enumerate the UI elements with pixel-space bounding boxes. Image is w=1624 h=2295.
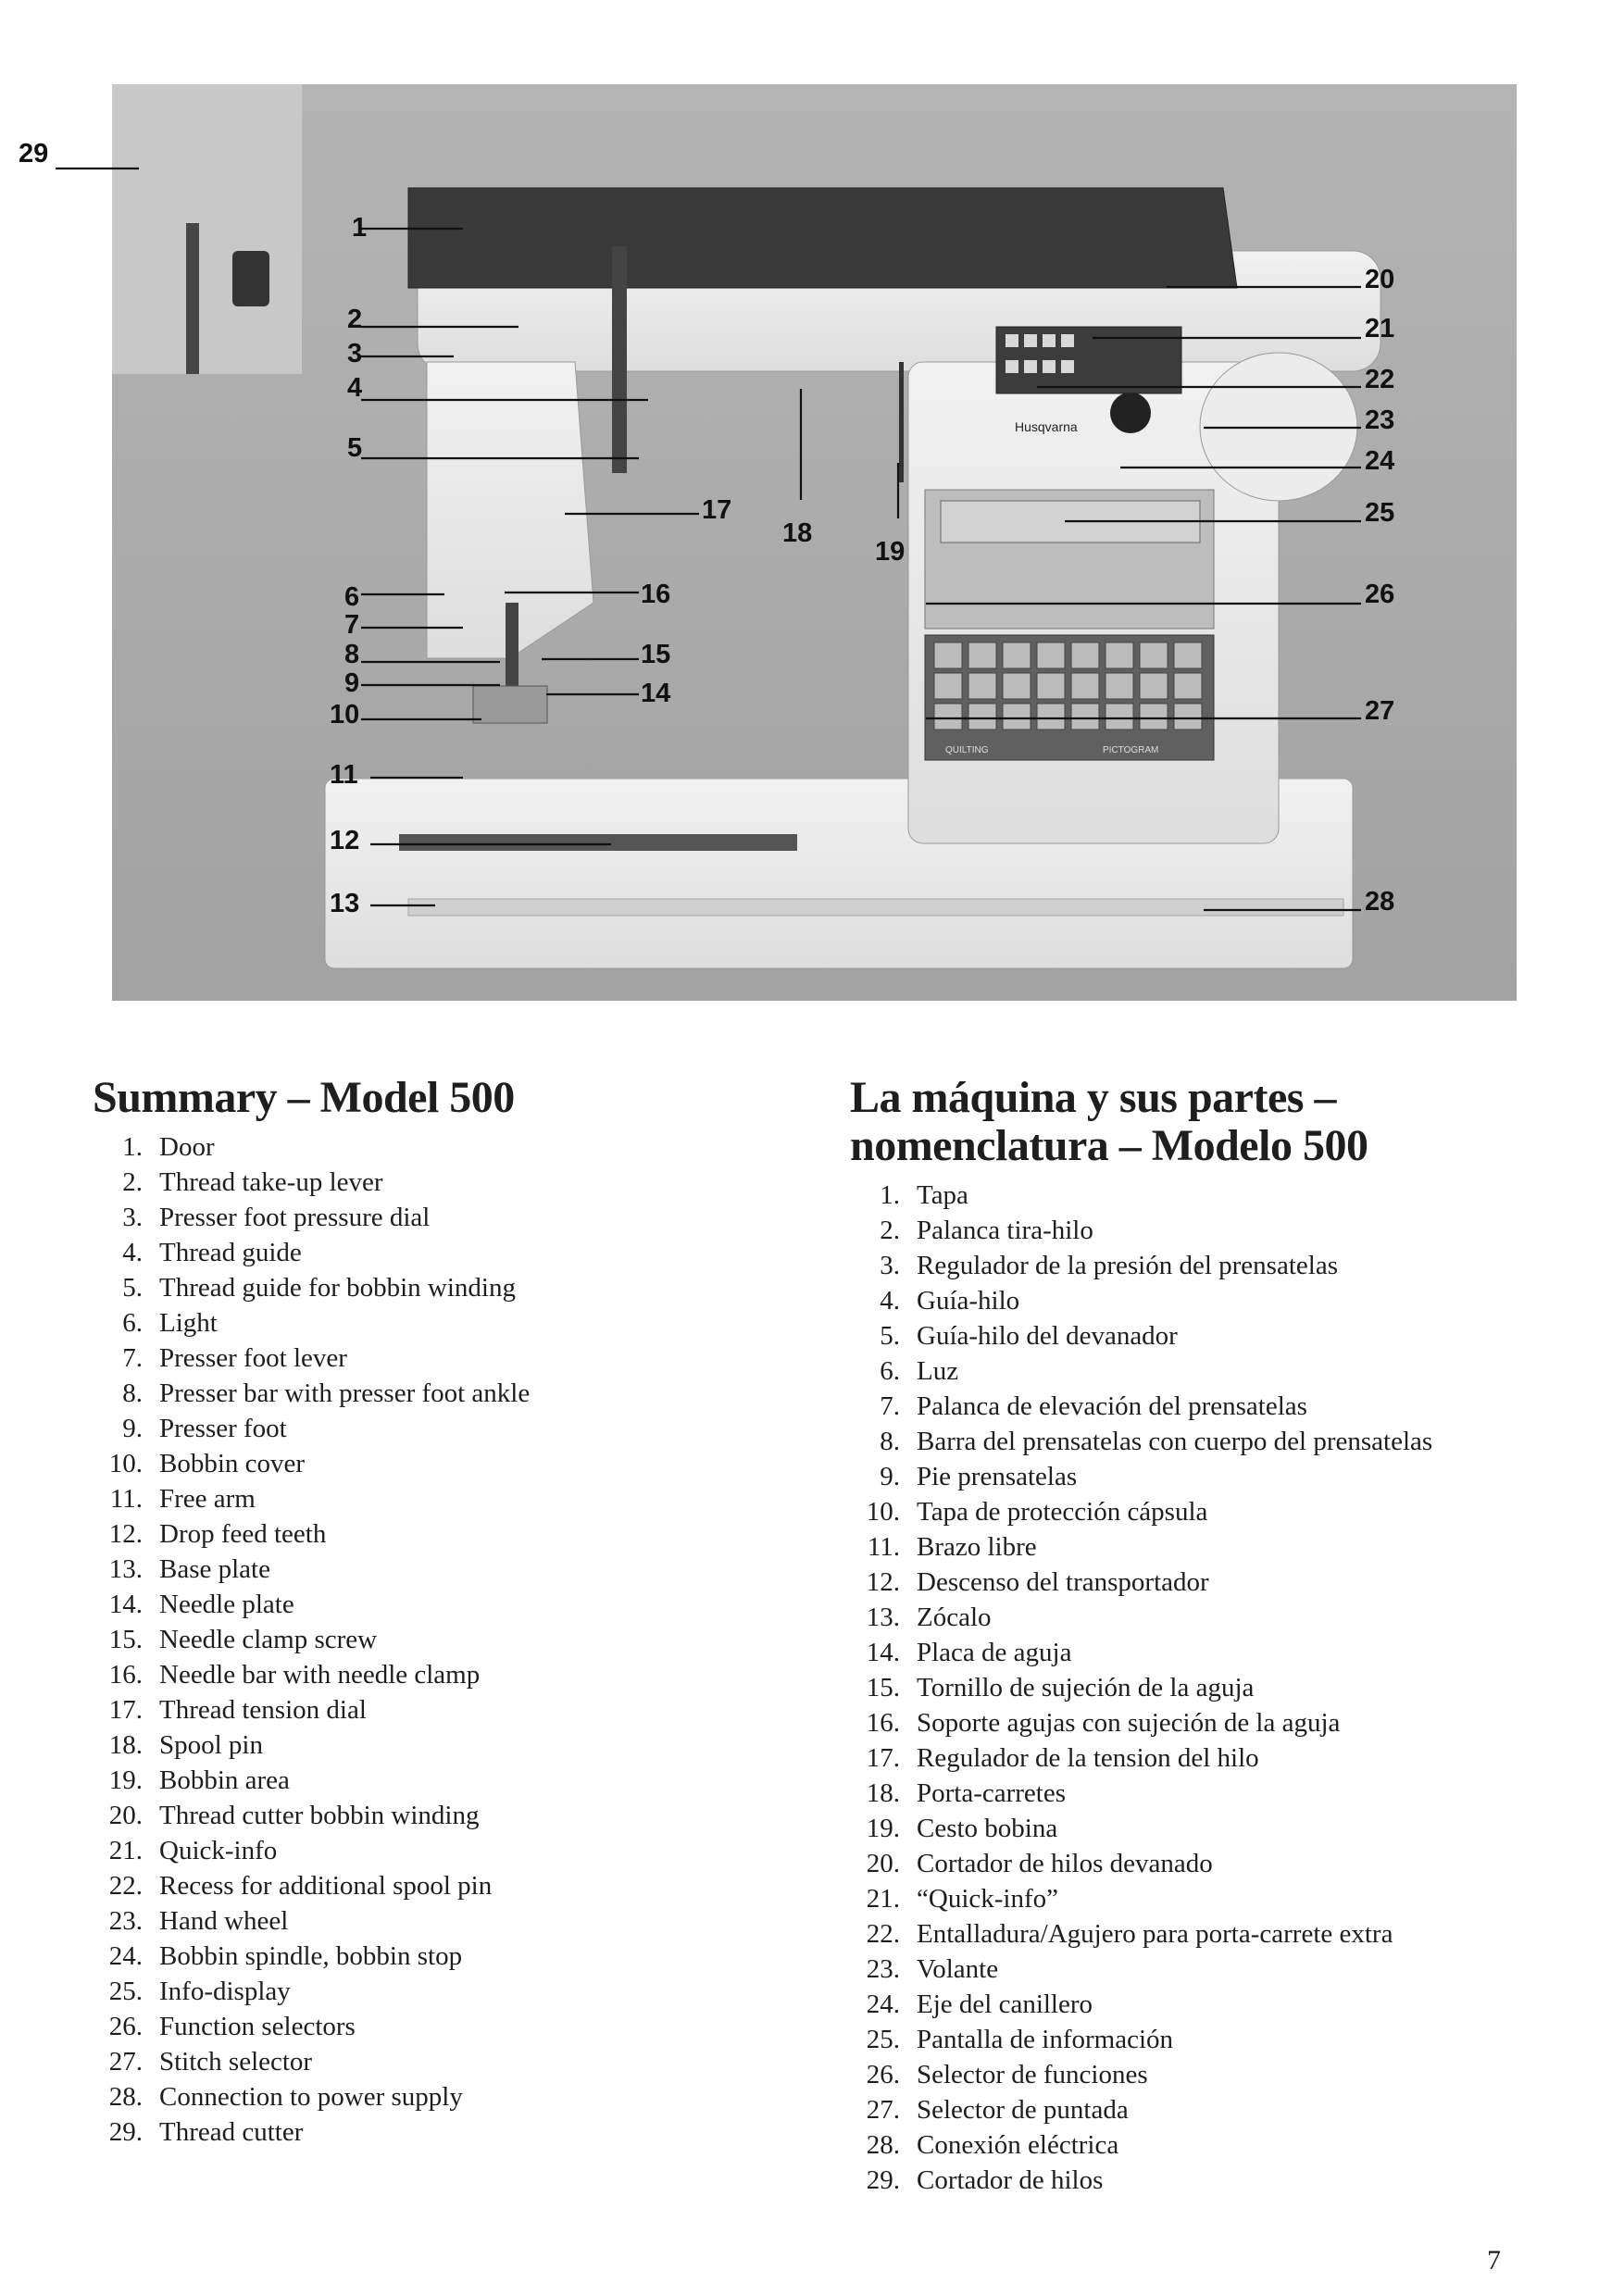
list-item: 2. Thread take-up lever: [122, 1167, 383, 1197]
list-item: 27. Selector de puntada: [866, 2095, 1129, 2125]
list-item: 20. Cortador de hilos devanado: [866, 1849, 1213, 1878]
spanish-heading-line2: nomenclatura – Modelo 500: [850, 1121, 1368, 1170]
list-item: 22. Entalladura/Agujero para porta-carrete extra: [866, 1919, 1393, 1949]
panel-label-quilting: QUILTING: [945, 745, 989, 755]
list-item: 12. Descenso del transportador: [866, 1567, 1209, 1597]
callout-9: 9: [344, 668, 360, 698]
list-item: 18. Spool pin: [108, 1730, 263, 1760]
callout-25: 25: [1365, 498, 1395, 528]
callout-28: 28: [1365, 887, 1395, 917]
list-item: 21. Quick-info: [108, 1836, 278, 1865]
list-item: 15. Needle clamp screw: [108, 1625, 378, 1654]
list-item: 11. Brazo libre: [867, 1532, 1037, 1562]
list-item: 6. Light: [122, 1308, 218, 1338]
list-item: 25. Pantalla de información: [866, 2025, 1174, 2054]
english-heading: Summary – Model 500: [93, 1073, 515, 1122]
callout-24: 24: [1365, 446, 1395, 476]
list-item: 28. Conexión eléctrica: [866, 2130, 1119, 2160]
callout-15: 15: [641, 640, 671, 669]
list-item: 14. Placa de aguja: [866, 1638, 1072, 1667]
list-item: 9. Pie prensatelas: [880, 1462, 1078, 1491]
callout-13: 13: [330, 889, 360, 918]
list-item: 4. Thread guide: [122, 1238, 302, 1267]
list-item: 20. Thread cutter bobbin winding: [108, 1801, 480, 1830]
list-item: 7. Palanca de elevación del prensatelas: [880, 1391, 1307, 1421]
callout-23: 23: [1365, 405, 1395, 435]
page-number: 7: [1487, 2245, 1501, 2276]
list-item: 17. Regulador de la tension del hilo: [866, 1743, 1259, 1773]
list-item: 29. Cortador de hilos: [866, 2165, 1104, 2195]
callout-29: 29: [19, 139, 49, 168]
list-item: 13. Base plate: [108, 1554, 270, 1584]
list-item: 15. Tornillo de sujeción de la aguja: [866, 1673, 1255, 1703]
callout-17: 17: [702, 495, 732, 525]
list-item: 4. Guía-hilo: [880, 1286, 1020, 1316]
list-item: 24. Eje del canillero: [866, 1989, 1093, 2019]
list-item: 2. Palanca tira-hilo: [880, 1216, 1093, 1245]
list-item: 26. Function selectors: [108, 2012, 356, 2041]
callout-4: 4: [347, 373, 363, 403]
list-item: 28. Connection to power supply: [108, 2082, 463, 2112]
callout-1: 1: [352, 213, 368, 243]
callout-14: 14: [641, 679, 671, 708]
list-item: 9. Presser foot: [122, 1414, 287, 1443]
callout-26: 26: [1365, 580, 1395, 609]
list-item: 17. Thread tension dial: [108, 1695, 367, 1725]
panel-label-pictogram: PICTOGRAM: [1103, 745, 1159, 755]
list-item: 19. Bobbin area: [108, 1765, 290, 1795]
list-item: 6. Luz: [880, 1356, 959, 1386]
list-item: 3. Regulador de la presión del prensatelas: [880, 1251, 1338, 1280]
callout-20: 20: [1365, 265, 1395, 294]
callout-18: 18: [782, 518, 813, 548]
callout-12: 12: [330, 826, 360, 855]
list-item: 25. Info-display: [108, 1977, 291, 2006]
callout-11: 11: [330, 760, 358, 790]
spanish-heading-line1: La máquina y sus partes –: [850, 1073, 1336, 1122]
callout-5: 5: [347, 433, 363, 463]
callout-10: 10: [330, 700, 360, 730]
list-item: 18. Porta-carretes: [866, 1778, 1067, 1808]
list-item: 1. Tapa: [880, 1180, 968, 1210]
list-item: 5. Guía-hilo del devanador: [880, 1321, 1178, 1351]
list-item: 12. Drop feed teeth: [108, 1519, 327, 1549]
callout-27: 27: [1365, 696, 1395, 726]
list-item: 27. Stitch selector: [108, 2047, 313, 2077]
list-item: 26. Selector de funciones: [866, 2060, 1148, 2089]
english-summary: [93, 1074, 759, 2150]
list-item: 13. Zócalo: [866, 1603, 992, 1632]
list-item: 29. Thread cutter: [108, 2117, 304, 2147]
list-item: 10. Tapa de protección cápsula: [866, 1497, 1208, 1527]
list-item: 24. Bobbin spindle, bobbin stop: [108, 1941, 463, 1971]
list-item: 1. Door: [122, 1132, 215, 1162]
callout-2: 2: [347, 305, 363, 334]
spanish-summary: [850, 1074, 1535, 2198]
spanish-heading: [850, 1074, 1535, 1170]
list-item: 16. Needle bar with needle clamp: [108, 1660, 481, 1690]
brand-label: Husqvarna: [1015, 419, 1078, 434]
list-item: 11. Free arm: [109, 1484, 256, 1514]
list-item: 19. Cesto bobina: [866, 1814, 1058, 1843]
callout-19: 19: [875, 537, 906, 567]
list-item: 8. Barra del prensatelas con cuerpo del prensatelas: [880, 1427, 1433, 1456]
english-parts-list: [93, 1129, 759, 2150]
callout-22: 22: [1365, 365, 1395, 394]
callout-3: 3: [347, 339, 363, 368]
list-item: 10. Bobbin cover: [108, 1449, 306, 1478]
list-item: 21. “Quick-info”: [866, 1884, 1058, 1914]
list-item: 5. Thread guide for bobbin winding: [122, 1273, 516, 1303]
list-item: 3. Presser foot pressure dial: [122, 1203, 431, 1232]
list-item: 23. Volante: [866, 1954, 999, 1984]
list-item: 8. Presser bar with presser foot ankle: [122, 1378, 531, 1408]
list-item: 22. Recess for additional spool pin: [108, 1871, 493, 1901]
list-item: 7. Presser foot lever: [122, 1343, 347, 1373]
list-item: 14. Needle plate: [108, 1590, 294, 1619]
callout-7: 7: [344, 610, 360, 640]
callout-6: 6: [344, 582, 360, 612]
callout-16: 16: [641, 580, 671, 609]
callout-21: 21: [1365, 314, 1395, 343]
spanish-parts-list: [850, 1178, 1535, 2198]
list-item: 23. Hand wheel: [108, 1906, 289, 1936]
callout-8: 8: [344, 640, 360, 669]
list-item: 16. Soporte agujas con sujeción de la aguja: [866, 1708, 1341, 1738]
